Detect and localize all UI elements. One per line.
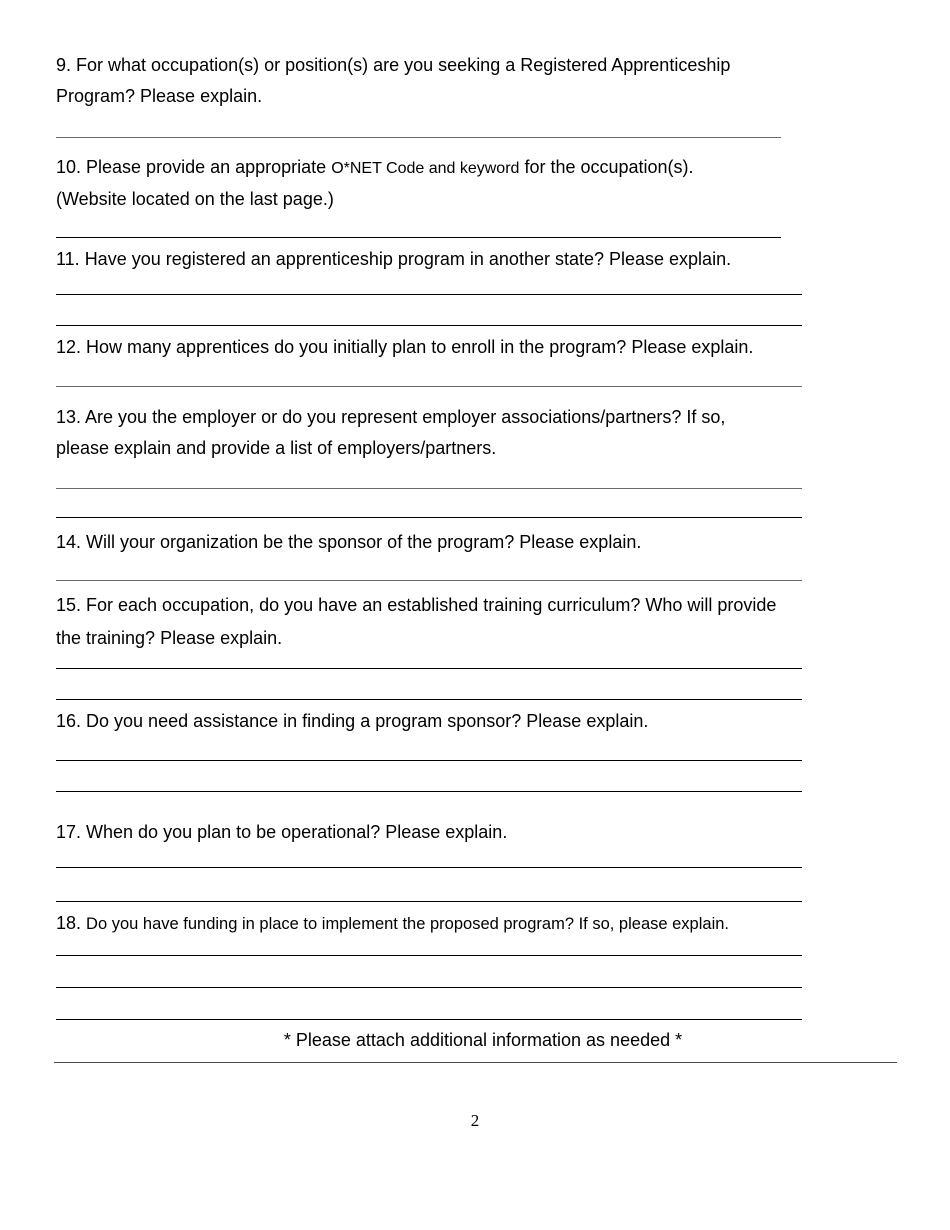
- question-13-line-2: please explain and provide a list of employers/partners.: [56, 438, 497, 458]
- answer-line-11b[interactable]: [56, 325, 802, 326]
- question-10: [56, 152, 694, 215]
- footer-divider: [54, 1062, 897, 1063]
- question-13: [56, 402, 725, 464]
- answer-line-16b[interactable]: [56, 791, 802, 792]
- question-10-line-2: (Website located on the last page.): [56, 189, 334, 209]
- answer-line-13b[interactable]: [56, 517, 802, 518]
- answer-line-18b[interactable]: [56, 987, 802, 988]
- answer-line-13a[interactable]: [56, 488, 802, 489]
- question-10-part-3: for the occupation(s).: [519, 157, 694, 177]
- answer-line-10a[interactable]: [56, 237, 781, 238]
- answer-line-11a[interactable]: [56, 294, 802, 295]
- question-9: [56, 50, 730, 112]
- question-16: [56, 706, 648, 737]
- question-10-onet-text: O*NET Code and keyword: [331, 160, 520, 177]
- question-15-line-1: 15. For each occupation, do you have an established training curriculum? Who will provide: [56, 595, 777, 615]
- question-14-line-1: 14. Will your organization be the sponsor of the program? Please explain.: [56, 532, 642, 552]
- question-12-line-1: 12. How many apprentices do you initially plan to enroll in the program? Please explain.: [56, 337, 754, 357]
- question-15-line-2: the training? Please explain.: [56, 628, 283, 648]
- question-14: [56, 527, 641, 558]
- attach-info-note: * Please attach additional information as needed *: [283, 1030, 683, 1050]
- answer-line-14a[interactable]: [56, 580, 802, 581]
- question-17: [56, 817, 507, 848]
- question-18-text: Do you have funding in place to implement the proposed program? If so, please explain.: [86, 915, 730, 933]
- answer-line-9a[interactable]: [56, 137, 781, 138]
- answer-line-15a[interactable]: [56, 668, 802, 669]
- question-11-line-1: 11. Have you registered an apprenticeship program in another state? Please explain.: [56, 249, 732, 269]
- answer-line-18c[interactable]: [56, 1019, 802, 1020]
- question-9-line-1: 9. For what occupation(s) or position(s) are you seeking a Registered Apprenticeship: [56, 55, 731, 75]
- answer-line-12a[interactable]: [56, 386, 802, 387]
- question-13-line-1: 13. Are you the employer or do you represent employer associations/partners? If so,: [56, 407, 726, 427]
- question-11: [56, 244, 731, 275]
- answer-line-17b[interactable]: [56, 901, 802, 902]
- page-number: 2: [470, 1111, 480, 1130]
- question-16-line-1: 16. Do you need assistance in finding a program sponsor? Please explain.: [56, 711, 649, 731]
- question-18: [56, 908, 729, 940]
- question-12: [56, 332, 753, 363]
- question-18-number: 18.: [56, 913, 87, 933]
- answer-line-17a[interactable]: [56, 867, 802, 868]
- question-9-line-2: Program? Please explain.: [56, 86, 263, 106]
- answer-line-18a[interactable]: [56, 955, 802, 956]
- question-15: [56, 589, 776, 655]
- answer-line-15b[interactable]: [56, 699, 802, 700]
- question-10-part-1: 10. Please provide an appropriate: [56, 157, 332, 177]
- question-17-line-1: 17. When do you plan to be operational? Please explain.: [56, 822, 508, 842]
- answer-line-16a[interactable]: [56, 760, 802, 761]
